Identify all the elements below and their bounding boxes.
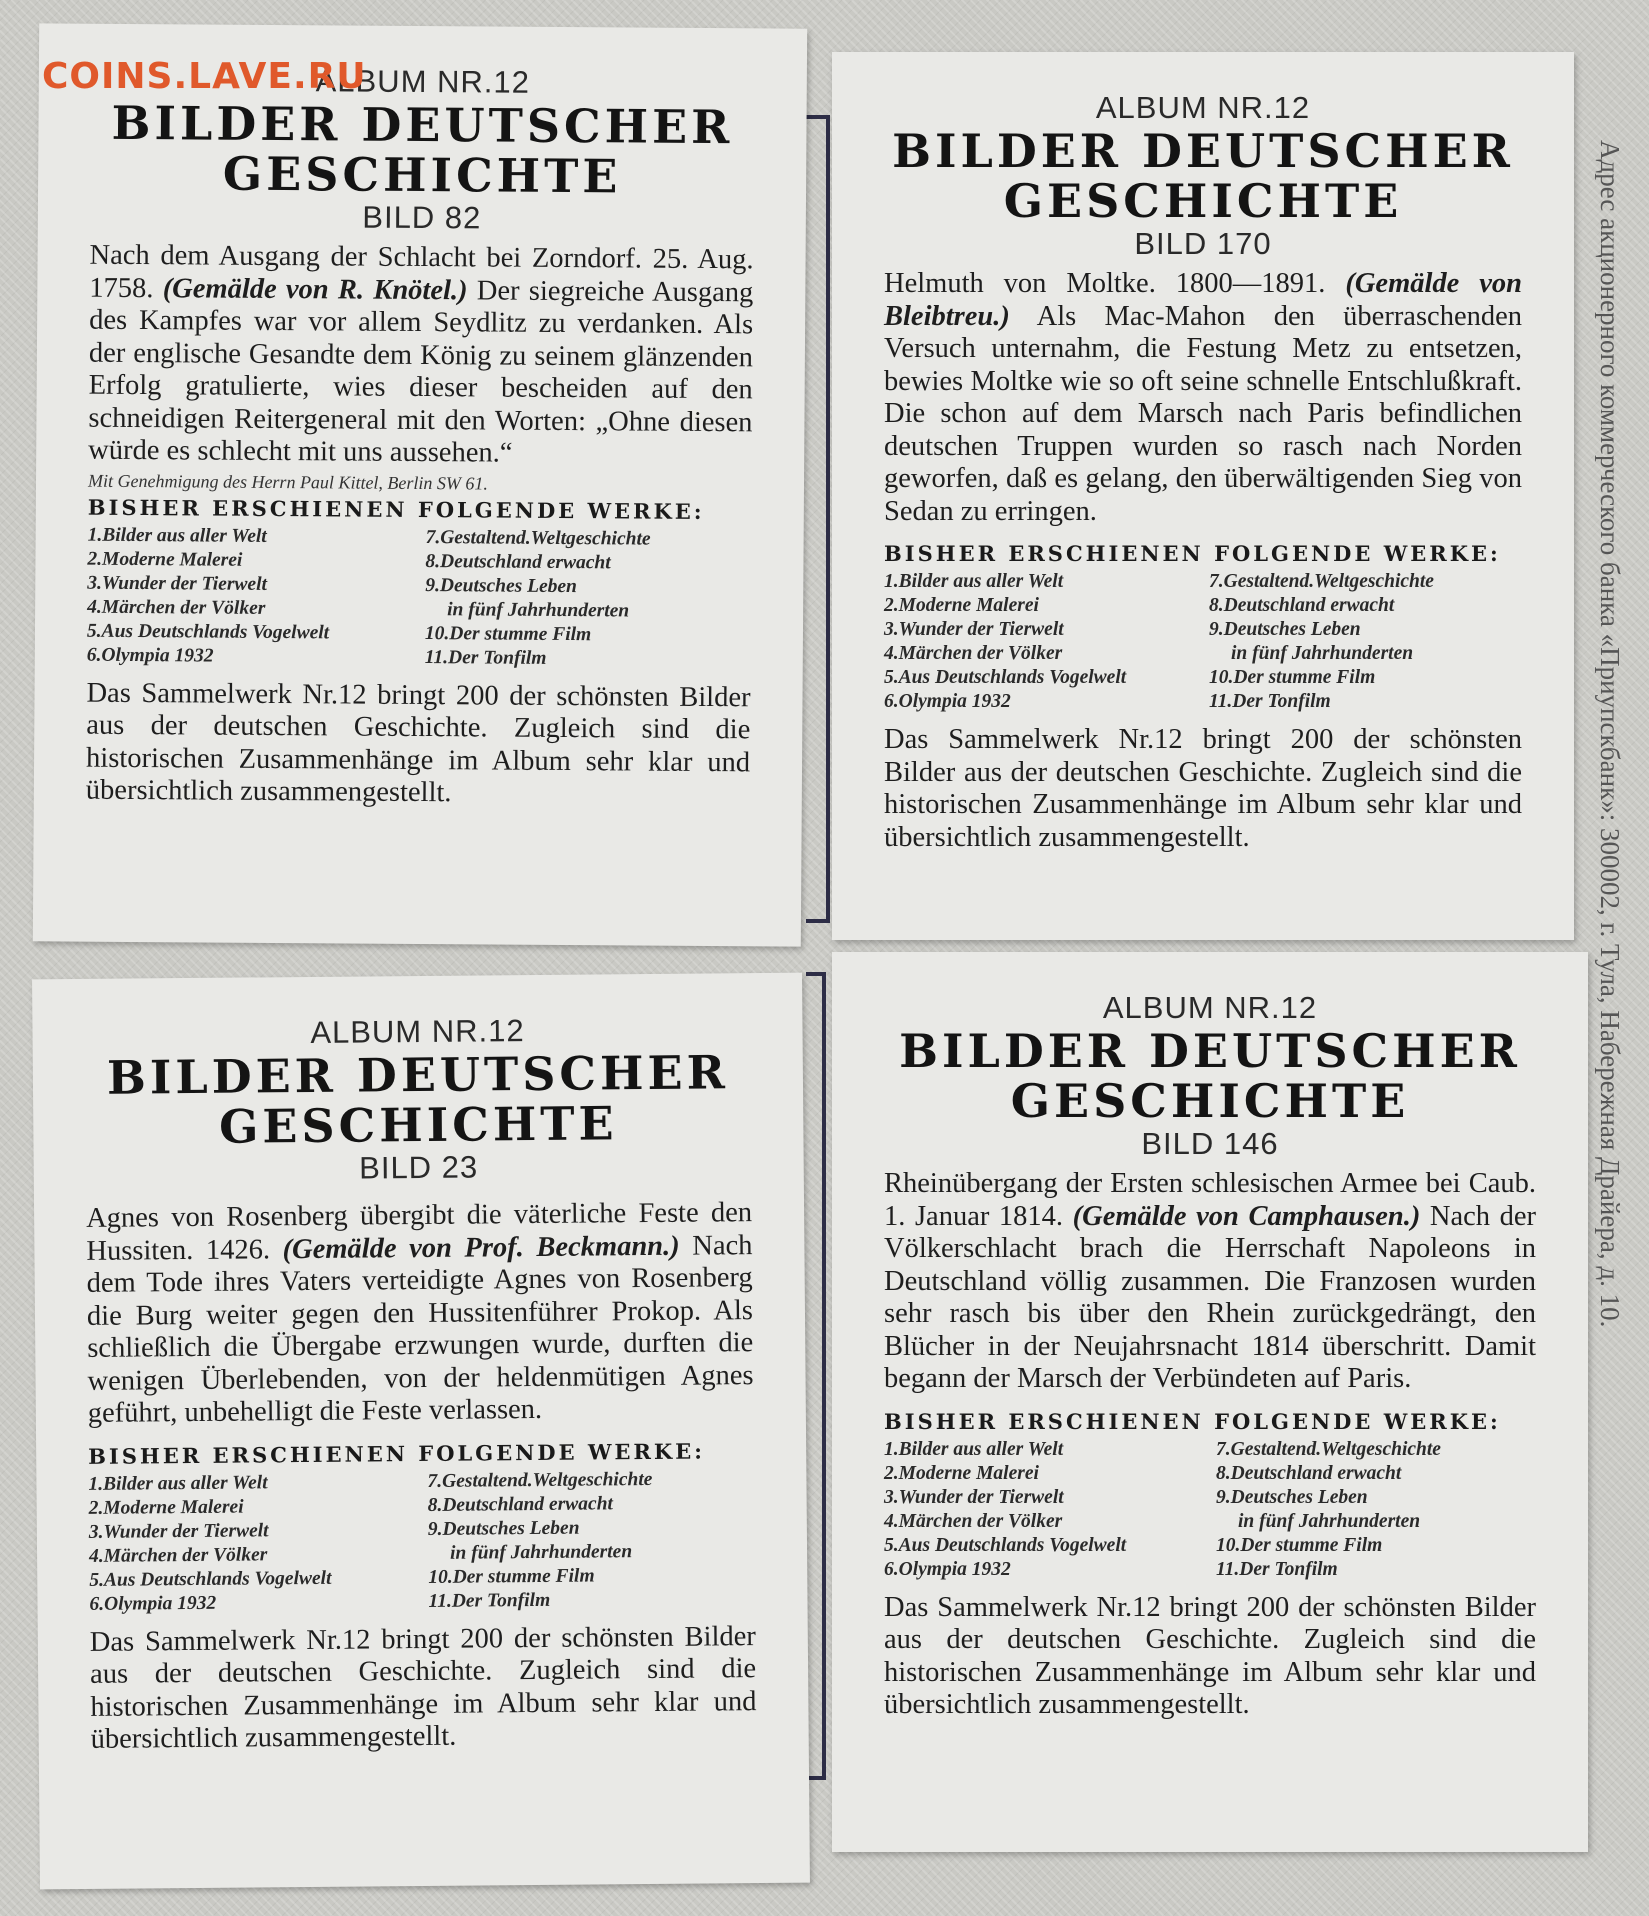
background-bracket <box>806 115 830 923</box>
bild-number: BILD 82 <box>362 199 482 236</box>
works-item: 11.Der Tonfilm <box>424 646 547 669</box>
background-side-text: Адрес акционерного коммерческого банка «Приупскбанк»: 300002, г. Тула, Набережная Драйера, д. 10. <box>1595 140 1625 1328</box>
works-item: 8.Deutschland erwacht <box>1216 1462 1402 1484</box>
painting-credit: (Gemälde von Camphausen.) <box>1072 1200 1421 1232</box>
watermark: COINS.LAVE.RU <box>42 56 367 97</box>
works-item: 8.Deutschland erwacht <box>1209 595 1395 616</box>
works-column-right <box>427 1467 755 1614</box>
works-item: 11.Der Tonfilm <box>1216 1558 1338 1580</box>
album-number: ALBUM NR.12 <box>1102 990 1318 1025</box>
works-item: 10.Der stumme Film <box>428 1564 595 1588</box>
works-heading: BISHER ERSCHIENEN FOLGENDE WERKE: <box>87 494 705 524</box>
description <box>884 268 1522 528</box>
bild-number: BILD 23 <box>359 1149 479 1186</box>
works-item: 11.Der Tonfilm <box>428 1589 551 1612</box>
works-item: 2.Moderne Malerei <box>87 548 243 571</box>
works-item: 5.Aus Deutschlands Vogelwelt <box>884 667 1127 688</box>
album-number: ALBUM NR.12 <box>310 1013 525 1050</box>
description-caption: Helmuth von Moltke. 1800—1891. <box>884 268 1326 299</box>
works-column-left <box>87 523 414 669</box>
sammelwerk-text: Das Sammelwerk Nr.12 bringt 200 der schönsten Bilder aus der deutschen Geschichte. Zugleich sind die historischen Zusammenhänge im Album sehr klar und übersichtlich zusammengestellt. <box>884 724 1522 853</box>
works-column-right <box>1209 570 1522 714</box>
card-bild-146 <box>832 952 1588 1852</box>
description-text: Nach dem Tode ihres Vaters verteidigte Agnes von Rosenberg die Burg weiter gegen den Hussitenführer Prokop. Als schließlich die Übergabe erzwungen wurde, durften die wenigen Überlebenden, von der heldenmütigen Agnes geführt, unbehelligt die Feste verlassen. <box>86 1229 754 1429</box>
works-column-left <box>884 1438 1204 1582</box>
works-item: 5.Aus Deutschlands Vogelwelt <box>86 620 330 643</box>
works-column-right <box>425 526 752 672</box>
works-heading: BISHER ERSCHIENEN FOLGENDE WERKE: <box>88 1438 706 1469</box>
painting-credit: (Gemälde von R. Knötel.) <box>162 272 468 306</box>
works-heading: BISHER ERSCHIENEN FOLGENDE WERKE: <box>884 1408 1501 1434</box>
works-item: 4.Märchen der Völker <box>88 1543 268 1567</box>
works-item: 4.Märchen der Völker <box>87 596 266 619</box>
works-item: 6.Olympia 1932 <box>89 1592 217 1615</box>
description <box>86 1197 754 1430</box>
works-item: 9.Deutsches Leben <box>427 1517 580 1540</box>
album-number: ALBUM NR.12 <box>1095 90 1311 125</box>
works-item: 7.Gestaltend.Weltgeschichte <box>1216 1438 1441 1460</box>
title-line-1: BILDER DEUTSCHER <box>892 124 1514 178</box>
card-bild-23 <box>32 973 810 1890</box>
bild-number: BILD 170 <box>1134 226 1272 261</box>
works-item: 3.Wunder der Tierwelt <box>88 1519 269 1543</box>
works-item: 1.Bilder aus aller Welt <box>884 1438 1064 1460</box>
works-list <box>88 1467 755 1617</box>
works-heading: BISHER ERSCHIENEN FOLGENDE WERKE: <box>884 541 1501 566</box>
works-item: 3.Wunder der Tierwelt <box>884 619 1064 640</box>
works-item: 2.Moderne Malerei <box>884 595 1039 616</box>
works-item: 10.Der stumme Film <box>1209 667 1376 688</box>
works-item: 2.Moderne Malerei <box>884 1462 1039 1484</box>
description <box>88 240 754 472</box>
works-item: in fünf Jahrhunderten <box>447 598 630 621</box>
works-item: 6.Olympia 1932 <box>884 691 1011 712</box>
works-item: 6.Olympia 1932 <box>86 644 214 667</box>
card-title <box>90 95 755 204</box>
sammelwerk-text: Das Sammelwerk Nr.12 bringt 200 der schönsten Bilder aus der deutschen Geschichte. Zugleich sind die historischen Zusammenhänge im Album sehr klar und übersichtlich zusammengestellt. <box>884 1591 1536 1720</box>
works-item: 4.Märchen der Völker <box>884 643 1063 664</box>
card-title <box>884 126 1522 226</box>
works-column-right <box>1216 1438 1536 1582</box>
works-item: 6.Olympia 1932 <box>884 1558 1011 1580</box>
title-line-2: GESCHICHTE <box>1003 174 1403 228</box>
works-list <box>884 570 1522 714</box>
works-item: 8.Deutschland erwacht <box>425 550 611 573</box>
painting-credit: (Gemälde von Bleibtreu.) <box>884 268 1522 332</box>
works-item: in fünf Jahrhunderten <box>449 1540 633 1564</box>
works-item: 9.Deutsches Leben <box>425 574 578 597</box>
works-item: 1.Bilder aus aller Welt <box>88 1471 268 1495</box>
sammelwerk-text: Das Sammelwerk Nr.12 bringt 200 der schönsten Bilder aus der deutschen Geschichte. Zugleich sind die historischen Zusammenhänge im Album sehr klar und übersichtlich zusammengestellt. <box>85 677 751 809</box>
title-line-1: BILDER DEUTSCHER <box>111 95 734 155</box>
description-text: Nach der Völkerschlacht brach die Herrschaft Napoleons in Deutschland völlig zusammen. Die Franzosen wurden sehr rasch bis über den Rhein zurückgedrängt, den Blücher in der Neujahrsnacht 1814 überschritt. Damit begann der Marsch der Verbündeten auf Paris. <box>884 1200 1537 1394</box>
title-line-2: GESCHICHTE <box>1010 1074 1410 1128</box>
card-title <box>85 1047 752 1153</box>
album-number: ALBUM NR.12 <box>315 63 531 100</box>
works-item: in fünf Jahrhunderten <box>1238 1510 1421 1532</box>
works-item: 5.Aus Deutschlands Vogelwelt <box>89 1567 332 1591</box>
works-item: 11.Der Tonfilm <box>1209 691 1331 712</box>
works-item: 4.Märchen der Völker <box>884 1510 1063 1532</box>
works-item: 9.Deutsches Leben <box>1216 1486 1368 1508</box>
works-item: 2.Moderne Malerei <box>88 1496 244 1519</box>
works-item: 7.Gestaltend.Weltgeschichte <box>427 1468 653 1492</box>
title-line-1: BILDER DEUTSCHER <box>106 1045 730 1105</box>
works-column-left <box>884 570 1197 714</box>
description <box>884 1168 1536 1396</box>
title-line-2: GESCHICHTE <box>222 146 622 204</box>
works-column-left <box>88 1470 416 1617</box>
card-bild-170 <box>832 52 1574 940</box>
works-item: 5.Aus Deutschlands Vogelwelt <box>884 1534 1127 1556</box>
title-line-1: BILDER DEUTSCHER <box>899 1024 1521 1078</box>
works-item: 10.Der stumme Film <box>424 622 592 645</box>
works-list <box>884 1438 1536 1582</box>
description-text: Der siegreiche Ausgang des Kampfes war vor allem Seydlitz zu verdanken. Als der englische Gesandte dem König zu seinem glänzenden Erfolg gratulierte, wies dieser bescheiden auf den schneidigen Reitergeneral mit den Worten: „Ohne diesen würde es schlecht mit uns aussehen.“ <box>88 274 754 469</box>
title-line-2: GESCHICHTE <box>218 1096 618 1154</box>
works-item: 7.Gestaltend.Weltgeschichte <box>425 526 651 550</box>
works-item: 1.Bilder aus aller Welt <box>884 571 1064 592</box>
description-caption: Rheinübergang der Ersten schlesischen Armee bei Caub. 1. Januar 1814. <box>884 1168 1536 1232</box>
works-item: 8.Deutschland erwacht <box>427 1492 614 1516</box>
works-item: 1.Bilder aus aller Welt <box>87 524 267 547</box>
card-title <box>884 1026 1536 1126</box>
works-item: 3.Wunder der Tierwelt <box>884 1486 1064 1508</box>
works-list <box>87 523 752 672</box>
description-caption: Nach dem Ausgang der Schlacht bei Zorndorf. 25. Aug. 1758. <box>89 239 754 304</box>
permission-note: Mit Genehmigung des Herrn Paul Kittel, Berlin SW 61. <box>87 470 489 493</box>
works-item: in fünf Jahrhunderten <box>1231 643 1414 664</box>
works-item: 10.Der stumme Film <box>1216 1534 1383 1556</box>
description-text: Als Mac-Mahon den überraschenden Versuch unternahm, die Festung Metz zu entsetzen, bewies Moltke wie so oft seine schnelle Entschlußkraft. Die schon auf dem Marsch nach Paris befindlichen deutschen Truppen wurden so rasch nach Norden geworfen, daß es gelang, den überwältigenden Sieg von Sedan zu erringen. <box>884 300 1522 527</box>
works-item: 7.Gestaltend.Weltgeschichte <box>1209 571 1434 592</box>
card-bild-82 <box>33 23 807 946</box>
works-item: 9.Deutsches Leben <box>1209 619 1361 640</box>
painting-credit: (Gemälde von Prof. Beckmann.) <box>282 1230 680 1265</box>
bild-number: BILD 146 <box>1141 1126 1279 1161</box>
background-bracket <box>806 972 826 1780</box>
works-item: 3.Wunder der Tierwelt <box>87 572 268 595</box>
sammelwerk-text: Das Sammelwerk Nr.12 bringt 200 der schönsten Bilder aus der deutschen Geschichte. Zugleich sind die historischen Zusammenhänge im Album sehr klar und übersichtlich zusammengestellt. <box>89 1620 757 1755</box>
description-caption: Agnes von Rosenberg übergibt die väterliche Feste den Hussiten. 1426. <box>85 1197 753 1267</box>
